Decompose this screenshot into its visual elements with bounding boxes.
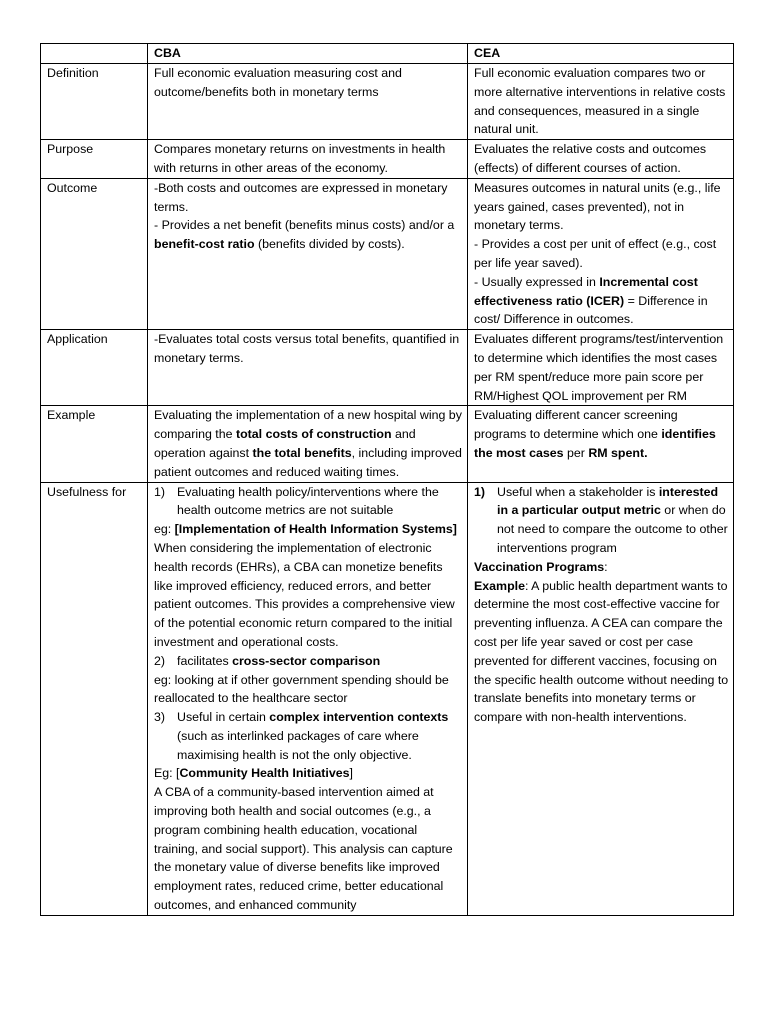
- cba-list-item-1: 1) Evaluating health policy/interventions where the health outcome metrics are not suitable: [154, 484, 439, 518]
- usefulness-cba-content: [154, 483, 463, 915]
- row-label-definition: Definition: [41, 64, 148, 140]
- purpose-cea: Evaluates the relative costs and outcomes (effects) of different courses of action.: [468, 140, 734, 179]
- header-cba: CBA: [148, 44, 468, 64]
- cea-list-item-1: 1) Useful when a stakeholder is interested in a particular output metric or when do not need to compare the outcome to other interventions program: [474, 484, 728, 555]
- example-cba: Evaluating the implementation of a new hospital wing by comparing the total costs of construction and operation against the total benefits, including improved patient outcomes and reduced waiting times.: [148, 406, 468, 482]
- header-blank-cell: [41, 44, 148, 64]
- example-cea: Evaluating different cancer screening programs to determine which one identifies the most cases per RM spent.: [468, 406, 734, 482]
- document-page: [40, 43, 733, 916]
- cba-list-item-3: 3) Useful in certain complex intervention contexts (such as interlinked packages of care where maximising health is not the only objective.: [154, 710, 449, 762]
- application-cba: -Evaluates total costs versus total benefits, quantified in monetary terms.: [148, 330, 468, 406]
- purpose-cba: Compares monetary returns on investments in health with returns in other areas of the economy.: [148, 140, 468, 179]
- cba-example-3-title: Eg: [Community Health Initiatives]: [154, 766, 353, 781]
- outcome-cea: [468, 178, 734, 329]
- row-outcome: [41, 178, 734, 329]
- row-definition: [41, 64, 734, 140]
- row-label-application: Application: [41, 330, 148, 406]
- header-row: [41, 44, 734, 64]
- row-usefulness: [41, 482, 734, 915]
- cba-example-3-body: A CBA of a community-based intervention aimed at improving both health and social outcomes (e.g., a program combining health education, vocational training, and social support). This analysis can capture the monetary value of diverse benefits like improved employment rates, reduced crime, better educational outcomes, and enhanced community: [154, 785, 453, 913]
- comparison-table: [40, 43, 734, 916]
- outcome-cea-line1: Measures outcomes in natural units (e.g., life years gained, cases prevented), not in monetary terms.: [474, 180, 721, 233]
- definition-cea: Full economic evaluation compares two or more alternative interventions in relative costs and consequences, measured in a single natural unit.: [468, 64, 734, 140]
- outcome-cba-line2: - Provides a net benefit (benefits minus costs) and/or a benefit-cost ratio (benefits divided by costs).: [154, 218, 455, 252]
- definition-cba: Full economic evaluation measuring cost and outcome/benefits both in monetary terms: [148, 64, 468, 140]
- row-purpose: [41, 140, 734, 179]
- row-application: [41, 330, 734, 406]
- application-cea: Evaluates different programs/test/intervention to determine which identifies the most cases per RM spent/reduce more pain score per RM/Highest QOL improvement per RM: [468, 330, 734, 406]
- cea-example: Example: A public health department wants to determine the most cost-effective vaccine for preventing influenza. A CEA can compare the cost per life year saved or cost per case prevented for different vaccines, focusing on the specific health outcome without needing to translate benefits into monetary terms or compare with non-health interventions.: [474, 578, 729, 725]
- header-cea: CEA: [468, 44, 734, 64]
- row-label-purpose: Purpose: [41, 140, 148, 179]
- usefulness-cba: [148, 482, 468, 915]
- usefulness-cea: [468, 482, 734, 915]
- cba-example-1: eg: [Implementation of Health Information Systems] When considering the implementation of electronic health records (EHRs), a CBA can monetize benefits like improved efficiency, reduced errors, and better patient outcomes. This provides a comprehensive view of the potential economic return compared to the initial investment and operational costs.: [154, 522, 457, 649]
- row-label-outcome: Outcome: [41, 178, 148, 329]
- row-label-example: Example: [41, 406, 148, 482]
- cba-example-2: eg: looking at if other government spending should be reallocated to the healthcare sector: [154, 672, 449, 706]
- cea-vaccination-heading: Vaccination Programs:: [474, 559, 608, 574]
- outcome-cba-line1: -Both costs and outcomes are expressed in monetary terms.: [154, 180, 448, 214]
- row-label-usefulness: Usefulness for: [41, 482, 148, 915]
- cba-list-item-2: 2) facilitates cross-sector comparison: [154, 653, 381, 668]
- outcome-cea-line2: - Provides a cost per unit of effect (e.g., cost per life year saved).: [474, 237, 717, 270]
- outcome-cba: [148, 178, 468, 329]
- row-example: [41, 406, 734, 482]
- outcome-cea-line3: - Usually expressed in Incremental cost effectiveness ratio (ICER) = Difference in cost/ Difference in outcomes.: [474, 274, 708, 327]
